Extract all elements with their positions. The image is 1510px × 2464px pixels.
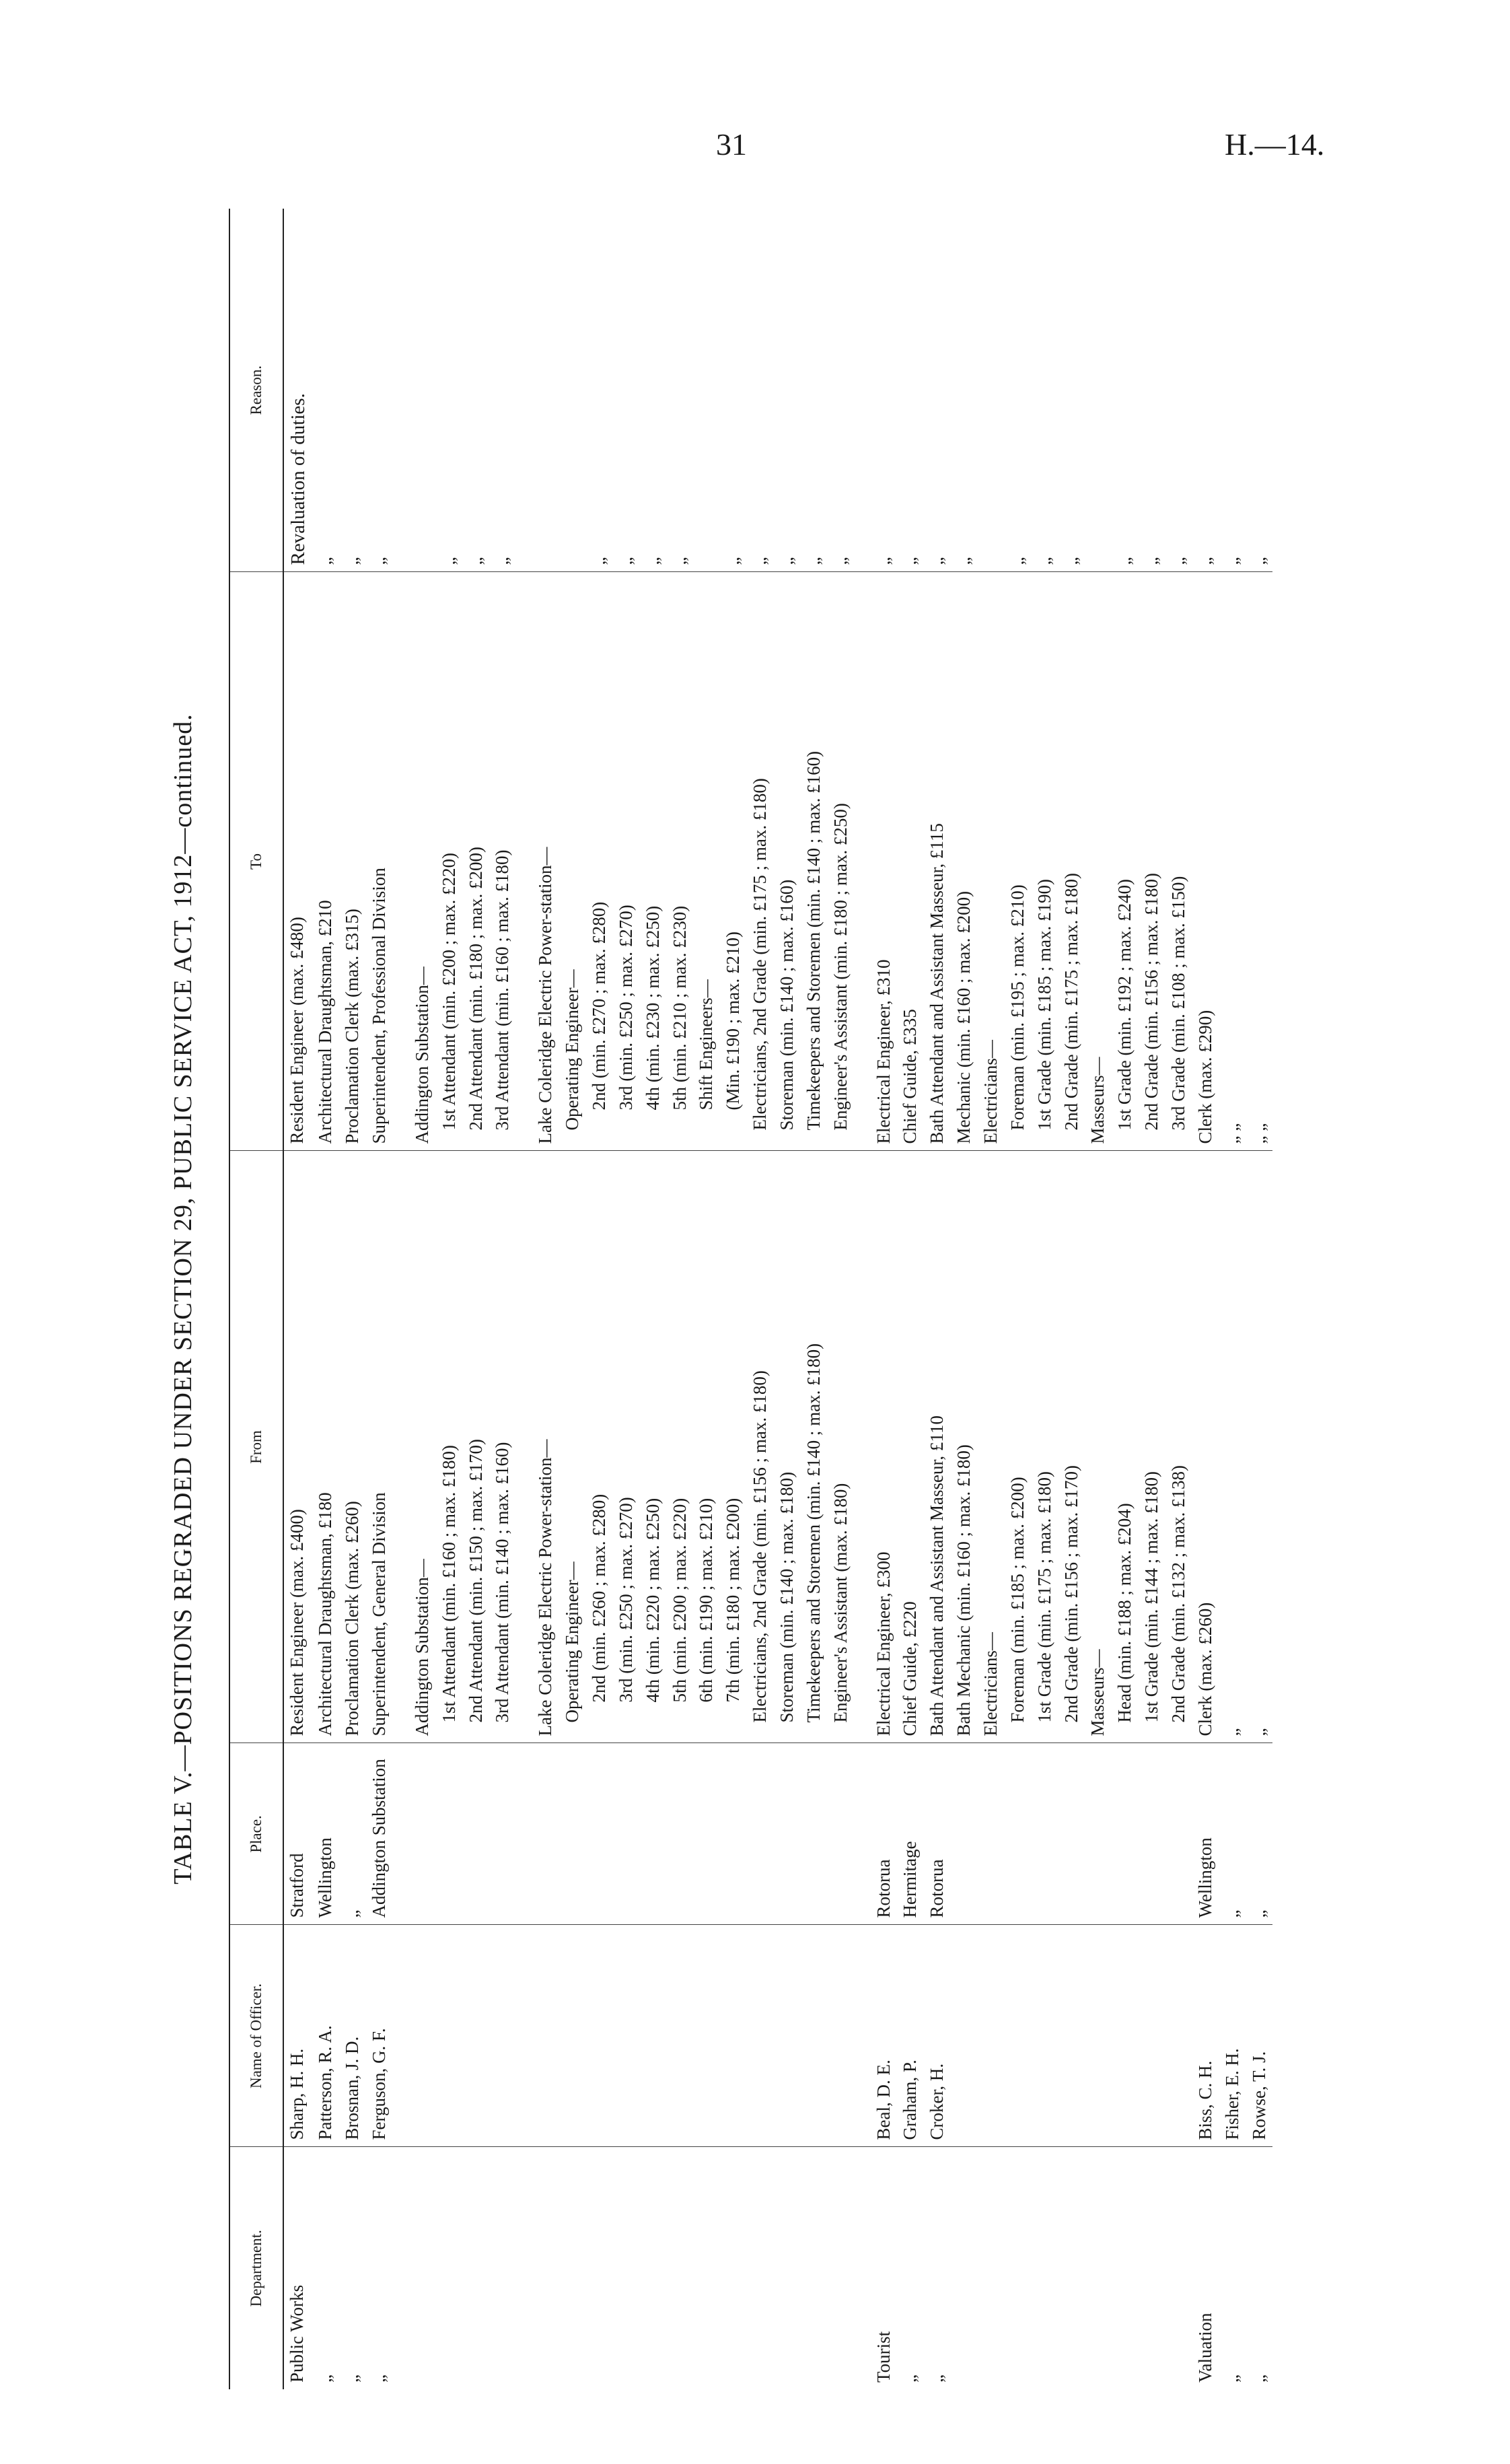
cell-place — [747, 1743, 774, 1925]
cell-place — [640, 1743, 667, 1925]
cell-place: Rotorua — [855, 1743, 898, 1925]
page-number: 31 — [716, 127, 747, 162]
cell-place — [1112, 1743, 1139, 1925]
cell-place: „ — [339, 1743, 366, 1925]
cell-place — [828, 1743, 855, 1925]
cell-to: 2nd (min. £270 ; max. £280) — [586, 572, 613, 1151]
cell-officer-name — [1112, 1925, 1139, 2147]
rotated-table-region — [161, 209, 1279, 2389]
cell-place — [951, 1743, 978, 1925]
cell-reason: Revaluation of duties. — [283, 209, 312, 572]
cell-officer-name — [667, 1925, 694, 2147]
cell-officer-name — [828, 1925, 855, 2147]
table-row — [640, 209, 667, 2389]
cell-from: „ — [1246, 1151, 1273, 1743]
cell-department — [640, 2147, 667, 2389]
cell-department — [559, 2147, 586, 2389]
cell-to: Engineer's Assistant (min. £180 ; max. £250) — [828, 572, 855, 1151]
cell-to: Resident Engineer (max. £480) — [283, 572, 312, 1151]
cell-from: Electricians, 2nd Grade (min. £156 ; max. £180) — [747, 1151, 774, 1743]
cell-to: „ „ — [1219, 572, 1246, 1151]
table-row — [720, 209, 747, 2389]
cell-from: 2nd Grade (min. £132 ; max. £138) — [1165, 1151, 1192, 1743]
table-row — [1005, 209, 1032, 2389]
cell-officer-name — [1058, 1925, 1085, 2147]
cell-department — [801, 2147, 828, 2389]
cell-from: 5th (min. £200 ; max. £220) — [667, 1151, 694, 1743]
cell-reason — [693, 209, 720, 572]
table-row — [747, 209, 774, 2389]
cell-place — [489, 1743, 516, 1925]
cell-from: 1st Attendant (min. £160 ; max. £180) — [436, 1151, 463, 1743]
cell-department — [613, 2147, 640, 2389]
cell-reason: „ — [897, 209, 924, 572]
cell-to: 1st Attendant (min. £200 ; max. £220) — [436, 572, 463, 1151]
cell-reason: „ — [1246, 209, 1273, 572]
table-header-row — [229, 209, 283, 2389]
cell-officer-name: Ferguson, G. F. — [366, 1925, 393, 2147]
cell-from: Chief Guide, £220 — [897, 1151, 924, 1743]
cell-officer-name: Biss, C. H. — [1192, 1925, 1219, 2147]
cell-reason: „ — [613, 209, 640, 572]
table-row — [463, 209, 490, 2389]
cell-place — [720, 1743, 747, 1925]
cell-department: Public Works — [287, 2284, 307, 2383]
cell-department — [436, 2147, 463, 2389]
cell-officer-name — [1139, 1925, 1165, 2147]
cell-officer-name — [436, 1925, 463, 2147]
cell-from: Addington Substation— — [393, 1151, 436, 1743]
table-row — [1165, 209, 1192, 2389]
cell-to: Foreman (min. £195 ; max. £210) — [1005, 572, 1032, 1151]
cell-to: Electricians, 2nd Grade (min. £175 ; max. £180) — [747, 572, 774, 1151]
cell-place — [559, 1743, 586, 1925]
cell-reason: „ — [586, 209, 613, 572]
table-row — [559, 209, 586, 2389]
cell-to: Shift Engineers— — [693, 572, 720, 1151]
cell-department — [951, 2147, 978, 2389]
cell-place — [693, 1743, 720, 1925]
cell-place — [436, 1743, 463, 1925]
cell-officer-name — [640, 1925, 667, 2147]
cell-reason: „ — [1005, 209, 1032, 572]
cell-to: Addington Substation— — [393, 572, 436, 1151]
cell-reason: „ — [747, 209, 774, 572]
cell-from: „ — [1219, 1151, 1246, 1743]
cell-from: Foreman (min. £185 ; max. £200) — [1005, 1151, 1032, 1743]
cell-officer-name: Beal, D. E. — [855, 1925, 898, 2147]
cell-reason: „ — [640, 209, 667, 572]
cell-to: (Min. £190 ; max. £210) — [720, 572, 747, 1151]
cell-reason — [559, 209, 586, 572]
cell-department — [393, 2147, 436, 2389]
table-row — [613, 209, 640, 2389]
table-row — [897, 209, 924, 2389]
cell-to: Chief Guide, £335 — [897, 572, 924, 1151]
cell-officer-name — [463, 1925, 490, 2147]
cell-to: 3rd (min. £250 ; max. £270) — [613, 572, 640, 1151]
cell-to: „ „ — [1246, 572, 1273, 1151]
cell-from: Bath Mechanic (min. £160 ; max. £180) — [951, 1151, 978, 1743]
cell-to: 5th (min. £210 ; max. £230) — [667, 572, 694, 1151]
cell-reason: „ — [951, 209, 978, 572]
cell-officer-name — [586, 1925, 613, 2147]
cell-place — [1032, 1743, 1058, 1925]
cell-to: Timekeepers and Storemen (min. £140 ; max. £160) — [801, 572, 828, 1151]
table-body — [283, 209, 1272, 2389]
cell-officer-name — [489, 1925, 516, 2147]
cell-place: Wellington — [312, 1743, 339, 1925]
cell-reason: „ — [339, 209, 366, 572]
cell-department: „ — [900, 2374, 921, 2383]
table-row — [855, 209, 898, 2389]
table-row — [924, 209, 951, 2389]
cell-department — [667, 2147, 694, 2389]
cell-place: „ — [1219, 1743, 1246, 1925]
cell-to: 2nd Grade (min. £175 ; max. £180) — [1058, 572, 1085, 1151]
cell-officer-name: Graham, P. — [897, 1925, 924, 2147]
cell-place — [667, 1743, 694, 1925]
cell-department: „ — [1248, 2374, 1269, 2383]
cell-department — [720, 2147, 747, 2389]
table-row — [366, 209, 393, 2389]
cell-to: 3rd Attendant (min. £160 ; max. £180) — [489, 572, 516, 1151]
cell-reason: „ — [924, 209, 951, 572]
cell-reason — [516, 209, 559, 572]
cell-reason: „ — [720, 209, 747, 572]
cell-reason: „ — [801, 209, 828, 572]
cell-place — [463, 1743, 490, 1925]
cell-officer-name — [613, 1925, 640, 2147]
cell-from: Head (min. £188 ; max. £204) — [1112, 1151, 1139, 1743]
cell-from: Operating Engineer— — [559, 1151, 586, 1743]
cell-reason: „ — [1165, 209, 1192, 572]
cell-to: Clerk (max. £290) — [1192, 572, 1219, 1151]
table-row — [828, 209, 855, 2389]
table-row — [1192, 209, 1219, 2389]
cell-reason — [978, 209, 1005, 572]
cell-officer-name — [393, 1925, 436, 2147]
cell-to: Masseurs— — [1085, 572, 1112, 1151]
cell-department — [1165, 2147, 1192, 2389]
cell-from: 2nd Attendant (min. £150 ; max. £170) — [463, 1151, 490, 1743]
cell-from: Bath Attendant and Assistant Masseur, £110 — [924, 1151, 951, 1743]
col-header-to: To — [229, 572, 283, 1151]
cell-from: Architectural Draughtsman, £180 — [312, 1151, 339, 1743]
table-row — [1219, 209, 1246, 2389]
cell-place — [586, 1743, 613, 1925]
cell-officer-name — [559, 1925, 586, 2147]
cell-officer-name — [978, 1925, 1005, 2147]
cell-officer-name: Patterson, R. A. — [312, 1925, 339, 2147]
cell-reason: „ — [667, 209, 694, 572]
table-row — [1112, 209, 1139, 2389]
cell-place — [1058, 1743, 1085, 1925]
cell-to: Architectural Draughtsman, £210 — [312, 572, 339, 1151]
cell-place — [1005, 1743, 1032, 1925]
cell-reason: „ — [489, 209, 516, 572]
cell-reason: „ — [366, 209, 393, 572]
cell-officer-name: Fisher, E. H. — [1219, 1925, 1246, 2147]
cell-to: Bath Attendant and Assistant Masseur, £115 — [924, 572, 951, 1151]
cell-to: Electrical Engineer, £310 — [855, 572, 898, 1151]
cell-department — [489, 2147, 516, 2389]
cell-place — [613, 1743, 640, 1925]
cell-department — [747, 2147, 774, 2389]
cell-place — [801, 1743, 828, 1925]
cell-to: 2nd Grade (min. £156 ; max. £180) — [1139, 572, 1165, 1151]
table-row — [1058, 209, 1085, 2389]
cell-place — [1139, 1743, 1165, 1925]
cell-officer-name — [1085, 1925, 1112, 2147]
cell-to: Superintendent, Professional Division — [366, 572, 393, 1151]
cell-department — [693, 2147, 720, 2389]
cell-officer-name — [774, 1925, 801, 2147]
table-row — [693, 209, 720, 2389]
cell-to: 1st Grade (min. £192 ; max. £240) — [1112, 572, 1139, 1151]
cell-from: 3rd Attendant (min. £140 ; max. £160) — [489, 1151, 516, 1743]
cell-from: Electrical Engineer, £300 — [855, 1151, 898, 1743]
table-row — [283, 209, 312, 2389]
cell-reason: „ — [1139, 209, 1165, 572]
cell-from: Electricians— — [978, 1151, 1005, 1743]
cell-place: Stratford — [283, 1743, 312, 1925]
table-row — [339, 209, 366, 2389]
document-reference: H.—14. — [1225, 127, 1325, 162]
regraded-positions-table — [229, 209, 1272, 2389]
col-header-reason: Reason. — [229, 209, 283, 572]
table-row — [516, 209, 559, 2389]
cell-reason — [1085, 209, 1112, 572]
cell-department — [1085, 2147, 1112, 2389]
cell-to: Electricians— — [978, 572, 1005, 1151]
table-row — [489, 209, 516, 2389]
cell-reason: „ — [774, 209, 801, 572]
cell-reason: „ — [855, 209, 898, 572]
cell-from: Lake Coleridge Electric Power-station— — [516, 1151, 559, 1743]
cell-place: Addington Substation — [366, 1743, 393, 1925]
table-row — [436, 209, 463, 2389]
cell-from: 6th (min. £190 ; max. £210) — [693, 1151, 720, 1743]
cell-place: „ — [1246, 1743, 1273, 1925]
cell-to: 3rd Grade (min. £108 ; max. £150) — [1165, 572, 1192, 1151]
cell-department: Tourist — [873, 2331, 894, 2383]
cell-officer-name — [1165, 1925, 1192, 2147]
cell-from: 1st Grade (min. £175 ; max. £180) — [1032, 1151, 1058, 1743]
cell-reason: „ — [1192, 209, 1219, 572]
cell-department — [978, 2147, 1005, 2389]
cell-from: Masseurs— — [1085, 1151, 1112, 1743]
cell-place — [774, 1743, 801, 1925]
cell-place — [1085, 1743, 1112, 1925]
cell-to: 4th (min. £230 ; max. £250) — [640, 572, 667, 1151]
cell-from: 1st Grade (min. £144 ; max. £180) — [1139, 1151, 1165, 1743]
col-header-name: Name of Officer. — [229, 1925, 283, 2147]
col-header-place: Place. — [229, 1743, 283, 1925]
cell-officer-name: Brosnan, J. D. — [339, 1925, 366, 2147]
cell-place: Rotorua — [924, 1743, 951, 1925]
cell-department — [1032, 2147, 1058, 2389]
table-row — [1139, 209, 1165, 2389]
cell-reason: „ — [436, 209, 463, 572]
cell-department — [463, 2147, 490, 2389]
cell-reason: „ — [463, 209, 490, 572]
table-row — [978, 209, 1005, 2389]
cell-place — [978, 1743, 1005, 1925]
cell-from: Proclamation Clerk (max. £260) — [339, 1151, 366, 1743]
cell-department: „ — [927, 2374, 947, 2383]
cell-department — [1005, 2147, 1032, 2389]
cell-place — [516, 1743, 559, 1925]
table-row — [1246, 209, 1273, 2389]
cell-reason: „ — [1058, 209, 1085, 572]
cell-from: Timekeepers and Storemen (min. £140 ; max. £180) — [801, 1151, 828, 1743]
cell-from: Storeman (min. £140 ; max. £180) — [774, 1151, 801, 1743]
cell-from: 2nd Grade (min. £156 ; max. £170) — [1058, 1151, 1085, 1743]
cell-place: Hermitage — [897, 1743, 924, 1925]
cell-reason: „ — [1032, 209, 1058, 572]
cell-to: Operating Engineer— — [559, 572, 586, 1151]
cell-from: Resident Engineer (max. £400) — [283, 1151, 312, 1743]
cell-from: Clerk (max. £260) — [1192, 1151, 1219, 1743]
cell-to: 1st Grade (min. £185 ; max. £190) — [1032, 572, 1058, 1151]
cell-department — [516, 2147, 559, 2389]
cell-officer-name: Rowse, T. J. — [1246, 1925, 1273, 2147]
cell-officer-name — [720, 1925, 747, 2147]
table-row — [312, 209, 339, 2389]
table-row — [1032, 209, 1058, 2389]
table-row — [774, 209, 801, 2389]
cell-reason — [393, 209, 436, 572]
cell-from: 2nd (min. £260 ; max. £280) — [586, 1151, 613, 1743]
table-caption: TABLE V.—POSITIONS REGRADED UNDER SECTION 29, PUBLIC SERVICE ACT, 1912—continued. — [169, 713, 197, 1885]
cell-department: „ — [1221, 2374, 1242, 2383]
cell-reason: „ — [1112, 209, 1139, 572]
cell-officer-name: Croker, H. — [924, 1925, 951, 2147]
cell-department — [1112, 2147, 1139, 2389]
cell-officer-name — [693, 1925, 720, 2147]
table-row — [667, 209, 694, 2389]
cell-from: 3rd (min. £250 ; max. £270) — [613, 1151, 640, 1743]
cell-reason: „ — [1219, 209, 1246, 572]
cell-reason: „ — [828, 209, 855, 572]
table-row — [1085, 209, 1112, 2389]
cell-from: Superintendent, General Division — [366, 1151, 393, 1743]
col-header-from: From — [229, 1151, 283, 1743]
table-row — [586, 209, 613, 2389]
cell-officer-name — [1005, 1925, 1032, 2147]
cell-officer-name: Sharp, H. H. — [283, 1925, 312, 2147]
cell-officer-name — [516, 1925, 559, 2147]
cell-from: Engineer's Assistant (max. £180) — [828, 1151, 855, 1743]
col-header-department: Department. — [229, 2147, 283, 2389]
cell-department: „ — [342, 2374, 363, 2383]
cell-to: Lake Coleridge Electric Power-station— — [516, 572, 559, 1151]
cell-department — [1058, 2147, 1085, 2389]
cell-department: „ — [315, 2374, 336, 2383]
cell-to: Proclamation Clerk (max. £315) — [339, 572, 366, 1151]
cell-department: „ — [368, 2374, 389, 2383]
cell-to: Storeman (min. £140 ; max. £160) — [774, 572, 801, 1151]
table-row — [951, 209, 978, 2389]
cell-place — [1165, 1743, 1192, 1925]
cell-department: Valuation — [1194, 2313, 1215, 2383]
cell-to: 2nd Attendant (min. £180 ; max. £200) — [463, 572, 490, 1151]
cell-department — [774, 2147, 801, 2389]
cell-place — [393, 1743, 436, 1925]
cell-department — [586, 2147, 613, 2389]
cell-department — [1139, 2147, 1165, 2389]
cell-officer-name — [951, 1925, 978, 2147]
cell-to: Mechanic (min. £160 ; max. £200) — [951, 572, 978, 1151]
table-row — [393, 209, 436, 2389]
table-row — [801, 209, 828, 2389]
cell-from: 7th (min. £180 ; max. £200) — [720, 1151, 747, 1743]
cell-reason: „ — [312, 209, 339, 572]
cell-place: Wellington — [1192, 1743, 1219, 1925]
cell-from: 4th (min. £220 ; max. £250) — [640, 1151, 667, 1743]
cell-department — [828, 2147, 855, 2389]
cell-officer-name — [1032, 1925, 1058, 2147]
cell-officer-name — [747, 1925, 774, 2147]
cell-officer-name — [801, 1925, 828, 2147]
